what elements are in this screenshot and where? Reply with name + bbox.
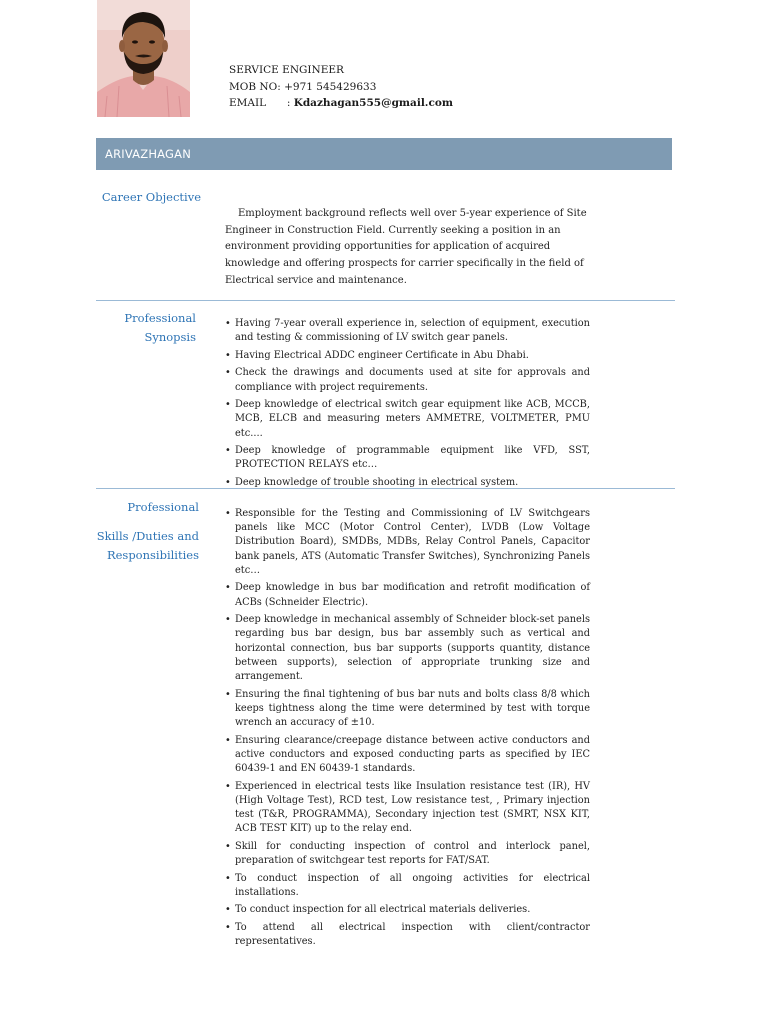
list-item: • To conduct inspection for all electrical materials deliveries. (225, 904, 531, 916)
list-item: • Deep knowledge in bus bar modification and retrofit modification of ACBs (Schneider Electric). (225, 582, 590, 608)
list-item: • Deep knowledge in mechanical assembly of Schneider block-set panels regarding bus bar design, bus bar assembly such as vertical and horizontal connection, bus bar supports (supports quantity, distance between supports), selection of appropriate trunking size and arrangement. (225, 614, 590, 683)
list-item-text: Ensuring the final tightening of bus bar nuts and bolts class 8/8 which keeps tightness along the time were determined by test with torque wrench an accuracy of ±10. (235, 688, 590, 729)
list-item: • To conduct inspection of all ongoing activities for electrical installations. (225, 872, 590, 898)
list-item-text: Deep knowledge of electrical switch gear equipment like ACB, MCCB, MCB, ELCB and measuring meters AMMETRE, VOLTMETER, PMU etc.... (235, 399, 590, 439)
skills-label-line3: Responsibilities (106, 548, 199, 562)
list-item-text: Deep knowledge in bus bar modification and retrofit modification of ACBs (Schneider Electric). (235, 582, 590, 608)
list-item: • Deep knowledge of trouble shooting in electrical system. (225, 476, 519, 488)
list-item-text: Skill for conducting inspection of control and interlock panel, preparation of switchgear test reports for FAT/SAT. (235, 840, 590, 867)
email-row (229, 95, 453, 112)
list-item-text: Experienced in electrical tests like Insulation resistance test (IR), HV (High Voltage Test), RCD test, Low resistance test, , Primary injection test (T&R, PROGRAMMA), Secondary injection test (SMRT, NSX KIT, ACB TEST KIT) up to the relay end. (235, 780, 590, 835)
list-item-text: To conduct inspection for all electrical materials deliveries. (235, 904, 531, 916)
email-value[interactable]: Kdazhagan555@gmail.com (293, 97, 453, 109)
list-item: • Skill for conducting inspection of control and interlock panel, preparation of switchgear test reports for FAT/SAT. (225, 840, 590, 867)
list-item: • Having Electrical ADDC engineer Certificate in Abu Dhabi. (225, 349, 529, 361)
career-objective-label: Career Objective (101, 190, 201, 204)
list-item-text: Check the drawings and documents used at site for approvals and compliance with project requirements. (235, 367, 590, 393)
career-objective-text (225, 206, 591, 290)
list-item-text: Responsible for the Testing and Commissioning of LV Switchgears panels like MCC (Motor Control Center), LVDB (Low Voltage Distribution Board), SMDBs, MDBs, Relay Control Panels, Capacitor bank panels, ATS (Automatic Transfer Switches), Synchronizing Panels etc… (235, 508, 590, 576)
list-item: • Deep knowledge of programmable equipment like VFD, SST, PROTECTION RELAYS etc… (225, 445, 590, 471)
list-item-text: To conduct inspection of all ongoing activities for electrical installations. (235, 872, 590, 898)
professional-synopsis-heading (98, 309, 196, 347)
synopsis-label-line2: Synopsis (144, 330, 196, 344)
list-item-text: Deep knowledge of programmable equipment like VFD, SST, PROTECTION RELAYS etc… (235, 445, 590, 471)
mobile-row (229, 79, 453, 96)
email-label: EMAIL (229, 97, 267, 109)
list-item-text: Deep knowledge in mechanical assembly of Schneider block-set panels regarding bus bar design, bus bar assembly such as vertical and horizontal connection, bus bar supports (supports quantity, distance between supports), selection of appropriate trunking size and arrangement. (235, 614, 590, 683)
list-item: • Deep knowledge of electrical switch gear equipment like ACB, MCCB, MCB, ELCB and measuring meters AMMETRE, VOLTMETER, PMU etc.... (225, 399, 590, 439)
list-item: • Check the drawings and documents used at site for approvals and compliance with project requirements. (225, 367, 590, 393)
career-objective-body: Employment background reflects well over 5-year experience of Site Engineer in Construction Field. Currently seeking a position in an environment providing opportunities for application of acquired knowledge and offering prospects for carrier specifically in the field of Electrical service and maintenance. (225, 208, 587, 286)
candidate-name: ARIVAZHAGAN (105, 147, 192, 161)
synopsis-list (225, 317, 590, 494)
list-item: • Experienced in electrical tests like Insulation resistance test (IR), HV (High Voltage Test), RCD test, Low resistance test, , Primary injection test (T&R, PROGRAMMA), Secondary injection test (SMRT, NSX KIT, ACB TEST KIT) up to the relay end. (225, 780, 590, 835)
list-item: • Ensuring the final tightening of bus bar nuts and bolts class 8/8 which keeps tightness along the time were determined by test with torque wrench an accuracy of ±10. (225, 688, 590, 729)
section-divider (96, 300, 675, 301)
contact-block (229, 62, 453, 112)
career-objective-heading (98, 188, 201, 207)
section-divider (96, 488, 675, 489)
list-item-text: Having Electrical ADDC engineer Certificate in Abu Dhabi. (235, 349, 529, 361)
list-item-text: Ensuring clearance/creepage distance between active conductors and active conductors and exposed conducting parts as specified by IEC 60439-1 and EN 60439-1 standards. (235, 734, 590, 775)
list-item-text: Having 7-year overall experience in, selection of equipment, execution and testing & commissioning of LV switch gear panels. (235, 318, 590, 344)
professional-skills-heading (96, 498, 199, 565)
list-item-text: Deep knowledge of trouble shooting in electrical system. (235, 476, 519, 488)
list-item: • Having 7-year overall experience in, selection of equipment, execution and testing & commissioning of LV switch gear panels. (225, 318, 590, 344)
name-bar (96, 138, 672, 170)
list-item: • Responsible for the Testing and Commissioning of LV Switchgears panels like MCC (Motor Control Center), LVDB (Low Voltage Distribution Board), SMDBs, MDBs, Relay Control Panels, Capacitor bank panels, ATS (Automatic Transfer Switches), Synchronizing Panels etc… (225, 508, 590, 576)
profile-photo (97, 0, 190, 117)
job-title: SERVICE ENGINEER (229, 64, 344, 76)
email-separator: : (286, 97, 291, 109)
mobile-value: +971 545429633 (284, 80, 377, 93)
mobile-label: MOB NO: (229, 80, 281, 93)
synopsis-label-line1: Professional (124, 311, 196, 325)
list-item: • Ensuring clearance/creepage distance between active conductors and active conductors and exposed conducting parts as specified by IEC 60439-1 and EN 60439-1 standards. (225, 734, 590, 775)
skills-label-line1: Professional (127, 500, 199, 514)
skills-label-line2: Skills /Duties and (96, 529, 199, 543)
skills-list (225, 507, 590, 953)
list-item: • To attend all electrical inspection with client/contractor representatives. (225, 922, 590, 948)
list-item-text: To attend all electrical inspection with client/contractor representatives. (235, 922, 590, 948)
